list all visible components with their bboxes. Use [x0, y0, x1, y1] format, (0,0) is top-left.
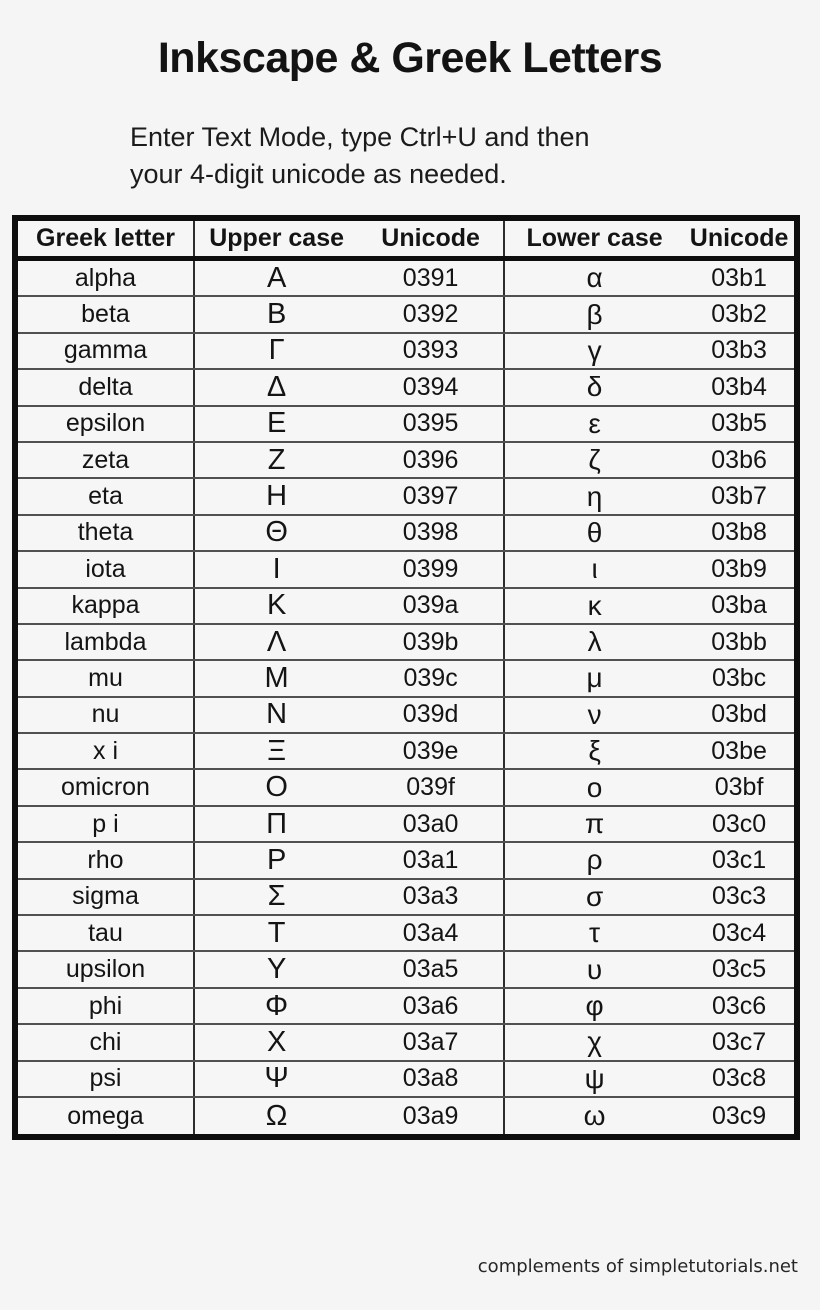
lower-group-cell — [503, 407, 794, 441]
greek-name-cell: nu — [91, 700, 120, 729]
table-row — [18, 625, 794, 661]
upper-group-cell — [193, 625, 503, 659]
page-title: Inkscape & Greek Letters — [157, 34, 663, 82]
greek-name-cell: theta — [77, 518, 134, 547]
lower-letter-cell: ε — [588, 407, 601, 439]
upper-unicode-cell: 03a7 — [402, 1027, 459, 1056]
lower-group-cell — [503, 516, 794, 550]
header-upper-unicode: Unicode — [381, 224, 480, 252]
upper-group-cell — [193, 552, 503, 586]
greek-name-cell: zeta — [81, 445, 130, 474]
lower-letter-cell: θ — [586, 516, 603, 548]
lower-letter-cell: ξ — [588, 735, 601, 767]
table-row — [18, 552, 794, 588]
upper-letter-cell: Λ — [266, 625, 287, 658]
lower-letter-cell: α — [586, 262, 603, 294]
lower-unicode-cell: 03b3 — [711, 336, 767, 365]
lower-letter-cell: ν — [587, 698, 602, 730]
upper-letter-cell: Β — [266, 298, 287, 331]
table-row — [18, 1025, 794, 1061]
greek-name-cell: phi — [88, 991, 123, 1020]
upper-unicode-cell: 039c — [403, 663, 458, 692]
upper-unicode-cell: 039e — [402, 736, 459, 765]
lower-group-cell — [503, 843, 794, 877]
upper-letter-cell: Υ — [266, 953, 287, 986]
header-lower-case: Lower case — [526, 224, 663, 252]
lower-group-cell — [503, 443, 794, 477]
lower-group-cell — [503, 952, 794, 986]
upper-group-cell — [193, 989, 503, 1023]
lower-group-cell — [503, 625, 794, 659]
lower-letter-cell: μ — [586, 662, 603, 694]
lower-group-cell — [503, 297, 794, 331]
upper-unicode-cell: 03a4 — [402, 918, 459, 947]
lower-letter-cell: δ — [586, 371, 603, 403]
upper-unicode-cell: 0393 — [402, 336, 459, 365]
upper-letter-cell: Χ — [266, 1025, 287, 1058]
header-upper-case: Upper case — [209, 224, 345, 252]
lower-unicode-cell: 03b8 — [711, 518, 767, 547]
header-lower-unicode: Unicode — [689, 224, 789, 252]
upper-unicode-cell: 0397 — [402, 482, 459, 511]
lower-group-cell — [503, 552, 794, 586]
upper-unicode-cell: 0399 — [402, 554, 459, 583]
lower-group-cell — [503, 880, 794, 914]
upper-unicode-cell: 0395 — [402, 409, 459, 438]
upper-letter-cell: Π — [266, 807, 288, 840]
greek-name-cell: kappa — [71, 591, 140, 620]
upper-unicode-cell: 0394 — [402, 372, 459, 401]
table-row — [18, 734, 794, 770]
table-row — [18, 297, 794, 333]
table-row — [18, 479, 794, 515]
header-greek-letter: Greek letter — [36, 224, 175, 252]
upper-unicode-cell: 0392 — [402, 300, 459, 329]
lower-letter-cell: φ — [585, 990, 604, 1021]
header-lower-group — [503, 221, 794, 256]
lower-unicode-cell: 03bc — [711, 663, 767, 692]
lower-letter-cell: κ — [587, 589, 602, 621]
greek-name-cell: chi — [89, 1027, 122, 1056]
table-row — [18, 807, 794, 843]
lower-unicode-cell: 03c8 — [711, 1064, 767, 1093]
lower-group-cell — [503, 370, 794, 404]
greek-name-cell: p i — [92, 809, 119, 838]
table-row — [18, 952, 794, 988]
lower-letter-cell: ο — [586, 771, 603, 803]
table-row — [18, 770, 794, 806]
upper-group-cell — [193, 1062, 503, 1096]
upper-letter-cell: Ξ — [267, 734, 287, 767]
upper-group-cell — [193, 1025, 503, 1059]
upper-letter-cell: Γ — [268, 334, 285, 367]
footer-credit: complements of simpletutorials.net — [477, 1256, 798, 1278]
table-row — [18, 1062, 794, 1098]
lower-group-cell — [503, 661, 794, 695]
greek-name-cell: x i — [93, 736, 118, 765]
upper-group-cell — [193, 770, 503, 804]
lower-unicode-cell: 03c7 — [711, 1027, 767, 1056]
lower-unicode-cell: 03bb — [711, 627, 767, 656]
table-row — [18, 443, 794, 479]
upper-letter-cell: Θ — [265, 516, 288, 549]
upper-unicode-cell: 03a8 — [402, 1064, 459, 1093]
subtitle-line-2: your 4-digit unicode as needed. — [130, 159, 507, 189]
table-header-row — [18, 221, 794, 261]
upper-letter-cell: Ζ — [267, 443, 286, 476]
greek-name-cell: eta — [88, 482, 123, 511]
greek-name-cell: iota — [85, 554, 126, 583]
table-row — [18, 370, 794, 406]
upper-unicode-cell: 0391 — [402, 263, 459, 292]
lower-unicode-cell: 03b4 — [711, 372, 767, 401]
upper-letter-cell: Ε — [266, 407, 287, 440]
greek-name-cell: epsilon — [65, 409, 146, 438]
upper-group-cell — [193, 734, 503, 768]
greek-letters-table — [12, 215, 800, 1140]
upper-group-cell — [193, 952, 503, 986]
upper-unicode-cell: 03a1 — [402, 845, 459, 874]
upper-unicode-cell: 0396 — [402, 445, 459, 474]
upper-unicode-cell: 03a6 — [402, 991, 459, 1020]
upper-group-cell — [193, 698, 503, 732]
table-row — [18, 407, 794, 443]
lower-group-cell — [503, 1062, 794, 1096]
lower-group-cell — [503, 1098, 794, 1134]
lower-letter-cell: ρ — [586, 844, 603, 876]
upper-unicode-cell: 03a9 — [402, 1101, 459, 1130]
lower-letter-cell: π — [584, 808, 605, 840]
lower-group-cell — [503, 916, 794, 950]
upper-letter-cell: Ψ — [264, 1062, 289, 1095]
lower-group-cell — [503, 698, 794, 732]
subtitle — [130, 119, 820, 193]
upper-unicode-cell: 039f — [406, 773, 455, 802]
lower-unicode-cell: 03bd — [711, 700, 767, 729]
greek-name-cell: beta — [81, 300, 130, 329]
upper-letter-cell: Α — [266, 261, 287, 294]
greek-name-cell: tau — [88, 918, 123, 947]
lower-letter-cell: σ — [585, 880, 604, 912]
table-row — [18, 589, 794, 625]
greek-name-cell: rho — [87, 845, 124, 874]
table-row — [18, 843, 794, 879]
upper-letter-cell: Η — [266, 480, 288, 513]
lower-group-cell — [503, 734, 794, 768]
table-body — [18, 261, 794, 1134]
upper-unicode-cell: 039b — [402, 627, 459, 656]
upper-group-cell — [193, 479, 503, 513]
upper-group-cell — [193, 880, 503, 914]
lower-letter-cell: ω — [583, 1100, 606, 1132]
greek-name-cell: sigma — [72, 882, 139, 911]
upper-letter-cell: Φ — [265, 989, 289, 1022]
lower-unicode-cell: 03b1 — [711, 263, 767, 292]
upper-letter-cell: Ι — [272, 552, 281, 585]
lower-letter-cell: ζ — [588, 444, 601, 476]
table-row — [18, 989, 794, 1025]
lower-unicode-cell: 03c3 — [711, 882, 767, 911]
upper-letter-cell: Τ — [267, 916, 286, 949]
lower-unicode-cell: 03b7 — [711, 482, 767, 511]
upper-unicode-cell: 03a3 — [402, 882, 459, 911]
greek-name-cell: lambda — [64, 627, 147, 656]
table-row — [18, 516, 794, 552]
upper-letter-cell: Ο — [265, 771, 288, 804]
upper-group-cell — [193, 807, 503, 841]
upper-group-cell — [193, 661, 503, 695]
greek-name-cell: gamma — [63, 336, 148, 365]
lower-letter-cell: η — [586, 480, 603, 512]
table-row — [18, 661, 794, 697]
table-row — [18, 880, 794, 916]
lower-unicode-cell: 03ba — [711, 591, 767, 620]
subtitle-line-1: Enter Text Mode, type Ctrl+U and then — [130, 122, 590, 152]
lower-letter-cell: λ — [587, 626, 602, 658]
lower-group-cell — [503, 807, 794, 841]
lower-letter-cell: ψ — [584, 1062, 605, 1094]
lower-unicode-cell: 03c9 — [711, 1101, 767, 1130]
upper-group-cell — [193, 261, 503, 295]
upper-unicode-cell: 03a0 — [402, 809, 459, 838]
upper-letter-cell: Ω — [265, 1099, 288, 1132]
lower-letter-cell: υ — [586, 953, 603, 985]
upper-unicode-cell: 039d — [402, 700, 459, 729]
upper-group-cell — [193, 334, 503, 368]
upper-letter-cell: Δ — [266, 370, 287, 403]
lower-unicode-cell: 03b6 — [711, 445, 767, 474]
lower-letter-cell: β — [586, 298, 603, 330]
lower-unicode-cell: 03bf — [714, 773, 764, 802]
upper-unicode-cell: 0398 — [402, 518, 459, 547]
greek-name-cell: alpha — [74, 263, 137, 292]
upper-group-cell — [193, 589, 503, 623]
upper-letter-cell: Μ — [264, 661, 289, 694]
upper-letter-cell: Ρ — [266, 843, 287, 876]
lower-unicode-cell: 03c5 — [711, 955, 767, 984]
lower-group-cell — [503, 334, 794, 368]
lower-group-cell — [503, 589, 794, 623]
upper-letter-cell: Σ — [267, 880, 286, 913]
greek-name-cell: omicron — [61, 773, 150, 802]
lower-unicode-cell: 03c1 — [711, 845, 767, 874]
upper-group-cell — [193, 407, 503, 441]
lower-unicode-cell: 03b9 — [711, 554, 767, 583]
lower-unicode-cell: 03c4 — [711, 918, 767, 947]
upper-group-cell — [193, 1098, 503, 1134]
lower-group-cell — [503, 989, 794, 1023]
lower-group-cell — [503, 770, 794, 804]
table-row — [18, 261, 794, 297]
lower-group-cell — [503, 261, 794, 295]
greek-name-cell: upsilon — [65, 955, 146, 984]
lower-unicode-cell: 03b2 — [711, 300, 767, 329]
greek-name-cell: delta — [78, 372, 133, 401]
lower-unicode-cell: 03c0 — [711, 809, 767, 838]
table-row — [18, 916, 794, 952]
greek-name-cell: mu — [88, 663, 123, 692]
upper-unicode-cell: 03a5 — [402, 955, 459, 984]
greek-name-cell: psi — [89, 1064, 122, 1093]
greek-name-cell: omega — [67, 1101, 144, 1130]
lower-unicode-cell: 03be — [711, 736, 767, 765]
lower-unicode-cell: 03c6 — [711, 991, 767, 1020]
upper-letter-cell: Κ — [266, 589, 287, 622]
upper-group-cell — [193, 843, 503, 877]
lower-letter-cell: ι — [591, 553, 598, 585]
lower-letter-cell: χ — [587, 1026, 602, 1058]
upper-group-cell — [193, 916, 503, 950]
table-row — [18, 698, 794, 734]
lower-group-cell — [503, 1025, 794, 1059]
upper-group-cell — [193, 297, 503, 331]
table-row — [18, 334, 794, 370]
upper-group-cell — [193, 516, 503, 550]
upper-group-cell — [193, 443, 503, 477]
upper-letter-cell: Ν — [266, 698, 288, 731]
lower-group-cell — [503, 479, 794, 513]
header-upper-group — [193, 221, 503, 256]
lower-unicode-cell: 03b5 — [711, 409, 767, 438]
lower-letter-cell: τ — [589, 917, 601, 949]
table-row — [18, 1098, 794, 1134]
upper-group-cell — [193, 370, 503, 404]
upper-unicode-cell: 039a — [402, 591, 459, 620]
lower-letter-cell: γ — [587, 334, 602, 366]
